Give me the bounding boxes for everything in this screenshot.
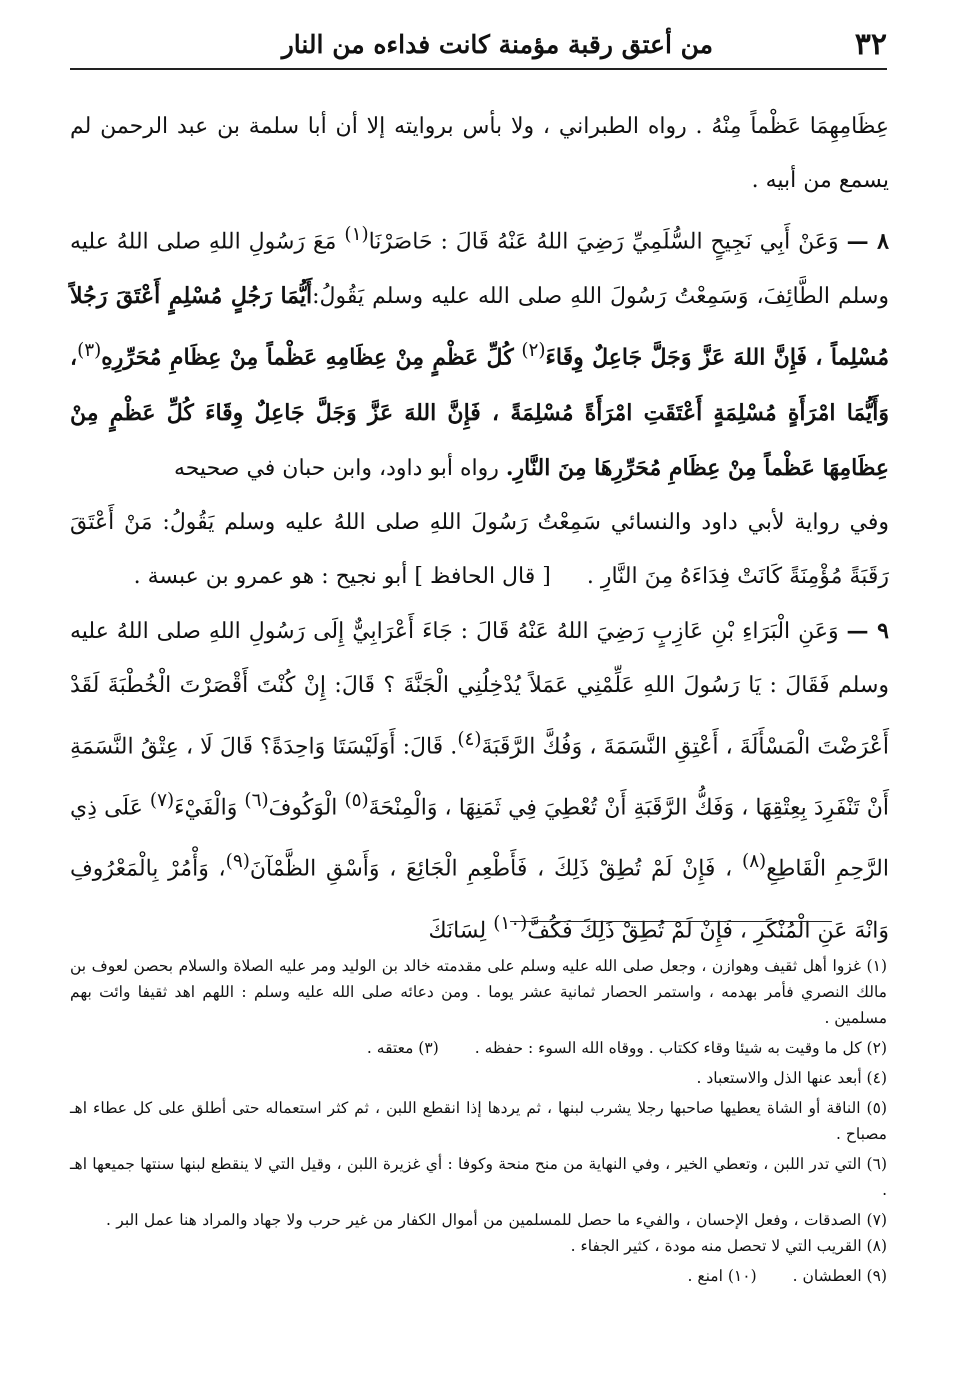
footnote-7: (٧) الصدقات ، وفعل الإحسان ، والفيء ما حصل للمسلمين من أموال الكفار من غير حرب ولا جهاد والمراد هنا عمل البر . xyxy=(106,1211,887,1229)
footnote-9-10 xyxy=(70,1263,887,1289)
footnote-ref: (٣) xyxy=(77,340,102,362)
footnote-7-8 xyxy=(70,1207,887,1259)
footnote-2-3 xyxy=(70,1035,887,1061)
hadith-8-variant xyxy=(70,496,889,604)
hadith-text: وَعَنْ أَبِي نَجِيحٍ السُّلَمِيِّ رَضِيَ اللهُ عَنْهُ قَالَ : حَاصَرْنَا xyxy=(368,229,839,255)
footnote-9: (٩) العطشان . xyxy=(792,1267,887,1285)
footnote-8: (٨) القريب التي لا تحصل منه مودة ، كثير الجفاء . xyxy=(570,1237,887,1255)
hadith-number: ٨ — xyxy=(846,228,889,255)
footnote-ref: (٤) xyxy=(457,728,482,750)
hafiz-note: [ قال الحافظ ] أبو نجيح : هو عمرو بن عبسة . xyxy=(133,563,551,589)
hadith-9 xyxy=(70,604,889,958)
footnote-ref: (٨) xyxy=(742,851,767,873)
main-text xyxy=(70,100,889,958)
footnotes xyxy=(70,953,887,1289)
hadith-text: . قَالَ: أَوَلَيْسَتَا وَاحِدَةً؟ قَالَ لَا ، عِتْقُ النَّسَمَةِ أَنْ تَنْفَرِدَ بِعِتْقِهَا ، وَفَكُّ الرَّقَبَةِ أَنْ تُعْطِيَ فِي ثَمَنِهَا ، وَالْمِنْحَةَ xyxy=(70,733,890,821)
footnote-ref: (١٠) xyxy=(493,912,528,934)
hadith-text: وَعَنِ الْبَرَاءِ بْنِ عَازِبٍ رَضِيَ اللهُ عَنْهُ قَالَ : جَاءَ أَعْرَابِيٌّ إِلَى رَسُولِ اللهِ صلى اللهُ عليه وسلم فَقَالَ : يَا رَسُولَ اللهِ عَلِّمْنِي عَمَلاً يُدْخِلُنِي الْجَنَّةَ ؟ قَالَ: إِنْ كُنْتَ أَقْصَرْتَ الْخُطْبَةَ لَقَدْ أَعْرَضْتَ الْمَسْأَلَةَ ، أَعْتِقِ النَّسَمَةَ ، وَفُكَّ الرَّقَبَةَ xyxy=(70,618,889,759)
hadith-8 xyxy=(70,208,889,496)
footnote-ref: (٧) xyxy=(149,789,175,811)
header-rule xyxy=(70,68,887,70)
hadith-text: ، فَإِنْ لَمْ تُطِقْ ذَلِكَ ، فَأَطْعِمِ الْجَائِعَ ، وَأَسْقِ الظَّمْآنَ xyxy=(249,856,733,882)
hadith-quote: ، وَأَيُّمَا امْرَأَةٍ مُسْلِمَةٍ أَعْتَقَتِ امْرَأَةً مُسْلِمَةً ، فَإِنَّ اللهَ عَزَّ وَجَلَّ جَاعِلٌ وِقَاءَ كُلِّ عَظْمٍ مِنْ عِظَامِهَا عَظْماً مِنْ عِظَامِ مُحَرِّرِهَا مِنَ النَّارِ. xyxy=(70,344,889,481)
footnote-3: (٣) معتقه . xyxy=(366,1039,439,1057)
hadith-source: رواه أبو داود، وابن حبان في صحيحه xyxy=(173,455,499,481)
paragraph-text: عِظَامِهِمَا عَظْماً مِنْهُ . رواه الطبراني ، ولا بأس بروايته إلا أن أبا سلمة بن عبد الرحمن لم يسمع من أبيه . xyxy=(70,114,889,193)
running-title: من أعتق رقبة مؤمنة كانت فداءه من النار xyxy=(281,29,714,59)
hadith-text: لِسَانَكَ xyxy=(428,917,487,943)
footnote-ref: (٦) xyxy=(244,789,269,811)
hadith-text: مَعَ رَسُولِ اللهِ صلى اللهُ عليه وسلم الطَّائِفَ، وَسَمِعْتُ رَسُولَ اللهِ صلى الله عليه وسلم يَقُولُ: xyxy=(70,229,890,310)
hadith-text: الْوَكُوفَ xyxy=(268,795,338,821)
hadith-quote: أَيُّمَا رَجُلٍ مُسْلِمٍ أَعْتَقَ رَجُلاً مُسْلِماً ، فَإِنَّ اللهَ عَزَّ وَجَلَّ جَاعِلٌ وِقَاءَ xyxy=(70,283,890,371)
hadith-quote: كُلِّ عَظْمٍ مِنْ عِظَامِهِ عَظْماً مِنْ عِظَامِ مُحَرِّرِهِ xyxy=(101,344,514,371)
page-number: ٣٢ xyxy=(854,26,887,62)
footnote-ref: (١) xyxy=(344,224,369,245)
footnote-10: (١٠) امنع . xyxy=(687,1267,757,1285)
hadith-text: وَالْفَيْءَ xyxy=(174,795,238,821)
footnote-divider xyxy=(510,921,832,922)
footnote-6: (٦) التي تدر اللبن ، وتعطي الخير ، وفي النهاية من منح منحة وكوفا : أي غزيرة اللبن ، وقيل التي لا ينقطع لبنها سنتها جميعها اهـ . xyxy=(70,1155,887,1199)
footnote-ref: (٢) xyxy=(521,340,546,362)
paragraph-continuation xyxy=(70,100,889,208)
footnote-4: (٤) أبعد عنها الذل والاستعباد . xyxy=(696,1069,887,1087)
variant-text: وفي رواية لأبي داود والنسائي سَمِعْتُ رَسُولَ اللهِ صلى اللهُ عليه وسلم يَقُولُ: مَنْ أَعْتَقَ رَقَبَةً مُؤْمِنَةً كَانَتْ فِدَاءَهُ مِنَ النَّارِ . xyxy=(70,509,889,589)
hadith-text: عَلَى ذِي الرَّحِمِ الْقَاطِعِ xyxy=(70,795,889,882)
hadith-text: ، وَأْمُرْ بِالْمَعْرُوفِ وَانْهَ عَنِ الْمُنْكَرِ ، فَإِنْ لَمْ تُطِقْ ذَلِكَ فَكُفَّ xyxy=(70,856,889,943)
page-header xyxy=(70,20,887,68)
footnote-5: (٥) الناقة أو الشاة يعطيها صاحبها رجلا يشرب لبنها ، ثم يردها إذا انقطع اللبن ، ثم كثر استعماله حتى أطلق على كل عطاء اهـ مصباح . xyxy=(70,1099,887,1143)
footnote-1: (١) غزوا أهل ثقيف وهوازن ، وجعل صلى الله عليه وسلم على مقدمته خالد بن الوليد ومر عليه الصلاة والسلام بحصن لعوف بن مالك النصري فأمر بهدمه ، واستمر الحصار ثمانية عشر يوما . ومن دعائه صلى الله عليه وسلم : اللهم اهد ثقيفا وائت بهم مسلمين . xyxy=(70,957,887,1027)
footnote-ref: (٥) xyxy=(344,789,369,811)
footnote-ref: (٩) xyxy=(225,851,250,873)
hadith-number: ٩ — xyxy=(846,617,889,644)
footnote-2: (٢) كل ما وقيت به شيئا وقاء ككتاب . ووقاه الله السوء : حفظه . xyxy=(474,1039,887,1057)
